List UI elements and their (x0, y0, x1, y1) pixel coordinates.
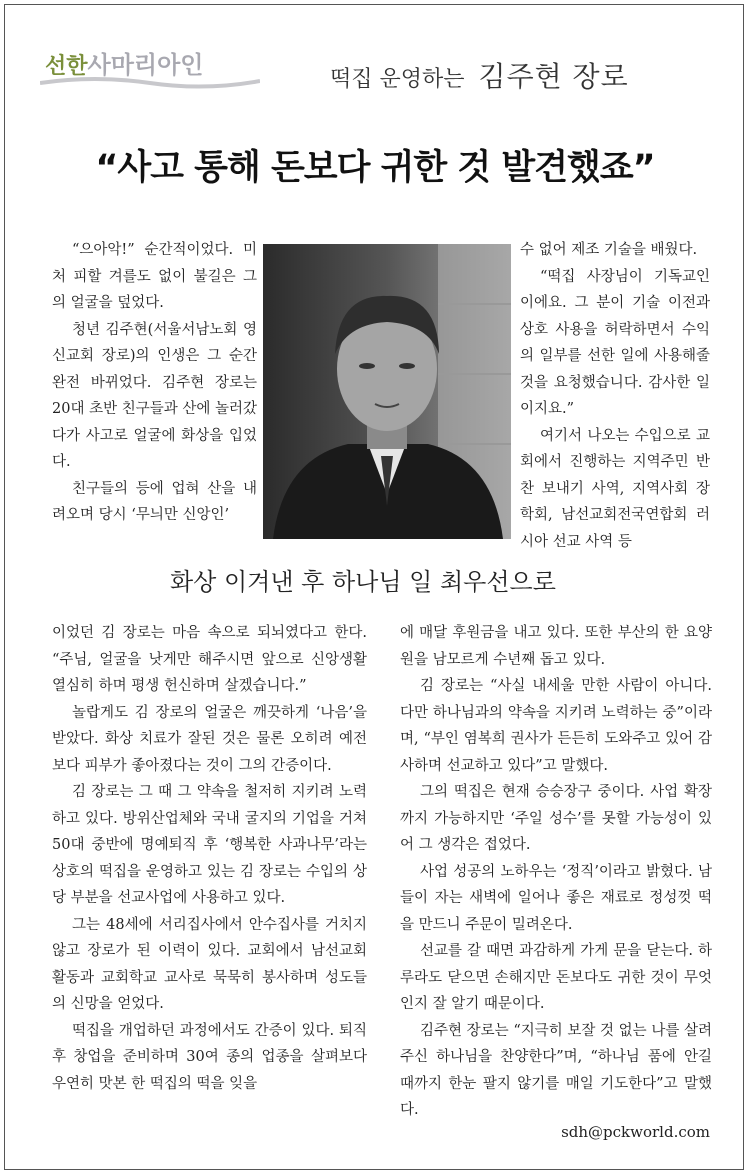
paragraph: 그의 떡집은 현재 승승장구 중이다. 사업 확장까지 가능하지만 ‘주일 성수’를 못할 가능성이 있어 그 생각은 접었다. (400, 784, 712, 853)
paragraph: 수 없어 제조 기술을 배웠다. (520, 242, 698, 258)
paragraph: 놀랍게도 김 장로의 얼굴은 깨끗하게 ‘나음’을 받았다. 화상 치료가 잘된 것은 물론 오히려 예전보다 피부가 좋아졌다는 것이 그의 간증이다. (52, 704, 367, 774)
paragraph: “떡집 사장님이 기독교인이에요. 그 분이 기술 이전과 상호 사용을 허락하면서 수익의 일부를 선한 일에 사용해줄 것을 요청했습니다. 감사한 일이지요.” (520, 268, 710, 417)
portrait-photo (263, 244, 511, 539)
paragraph: 김 장로는 “사실 내세울 만한 사람이 아니다. 다만 하나님과의 약속을 지키려 노력하는 중”이라며, “부인 염복희 권사가 든든히 도와주고 있어 감사하며 선교하고 있다”고 말했다. (400, 678, 712, 774)
column-4 (400, 620, 712, 1124)
paragraph: 여기서 나오는 수입으로 교회에서 진행하는 지역주민 반찬 보내기 사역, 지역사회 장학회, 남선교회전국연합회 러시아 선교 사역 등 (520, 427, 710, 550)
series-logo-part1: 선한 (45, 54, 88, 79)
subject-name: 김주현 장로 (478, 60, 629, 93)
author-email: sdh@pckworld.com (561, 1123, 710, 1141)
paragraph: 청년 김주현(서울서남노회 영신교회 장로)의 인생은 그 순간 완전 바뀌었다. 김주현 장로는 20대 초반 친구들과 산에 놀러갔다가 사고로 얼굴에 화상을 입었다. (52, 321, 257, 470)
paragraph: 이었던 김 장로는 마음 속으로 되뇌였다고 한다. “주님, 얼굴을 낫게만 해주시면 앞으로 신앙생활 열심히 하며 평생 헌신하며 살겠습니다.” (52, 625, 367, 694)
subject-desc: 떡집 운영하는 (330, 67, 465, 92)
subheadline: 화상 이겨낸 후 하나님 일 최우선으로 (164, 562, 562, 597)
paragraph: 에 매달 후원금을 내고 있다. 또한 부산의 한 요양원을 남모르게 수년째 돕고 있다. (400, 625, 712, 668)
paragraph: 김주현 장로는 “지극히 보잘 것 없는 나를 살려주신 하나님을 찬양한다”며, “하나님 품에 안길 때까지 한눈 팔지 않기를 매일 기도한다”고 말했다. (400, 1022, 712, 1118)
headline: “사고 통해 돈보다 귀한 것 발견했죠” (95, 148, 655, 188)
series-wave-decoration (40, 75, 260, 89)
subject-line (330, 55, 629, 95)
series-logo-part2: 사마리아인 (87, 51, 204, 79)
portrait-illustration (263, 244, 511, 539)
column-2 (520, 237, 710, 555)
column-3 (52, 620, 367, 1097)
paragraph: 친구들의 등에 업혀 산을 내려오며 당시 ‘무늬만 신앙인’ (52, 480, 257, 523)
column-1 (52, 237, 257, 529)
paragraph: 그는 48세에 서리집사에서 안수집사를 거치지 않고 장로가 된 이력이 있다. 교회에서 남선교회 활동과 교회학교 교사로 묵묵히 봉사하며 성도들의 신망을 얻었다. (52, 916, 367, 1012)
paragraph: “으아악!” 순간적이었다. 미처 피할 겨를도 없이 불길은 그의 얼굴을 덮었다. (52, 242, 257, 311)
paragraph: 선교를 갈 때면 과감하게 가게 문을 닫는다. 하루라도 닫으면 손해지만 돈보다도 귀한 것이 무엇인지 잘 알기 때문이다. (400, 943, 712, 1012)
paragraph: 사업 성공의 노하우는 ‘정직’이라고 밝혔다. 남들이 자는 새벽에 일어나 좋은 재료로 정성껏 떡을 만드니 주문이 밀려온다. (400, 863, 712, 933)
paragraph: 김 장로는 그 때 그 약속을 철저히 지키려 노력하고 있다. 방위산업체와 국내 굴지의 기업을 거쳐 50대 중반에 명예퇴직 후 ‘행복한 사과나무’라는 상호의 떡집을 운영하고 있는 김 장로는 수입의 상당 부분을 선교사업에 사용하고 있다. (52, 784, 367, 906)
paragraph: 떡집을 개업하던 과정에서도 간증이 있다. 퇴직 후 창업을 준비하며 30여 종의 업종을 살펴보다 우연히 맛본 한 떡집의 떡을 잊을 (52, 1022, 367, 1092)
